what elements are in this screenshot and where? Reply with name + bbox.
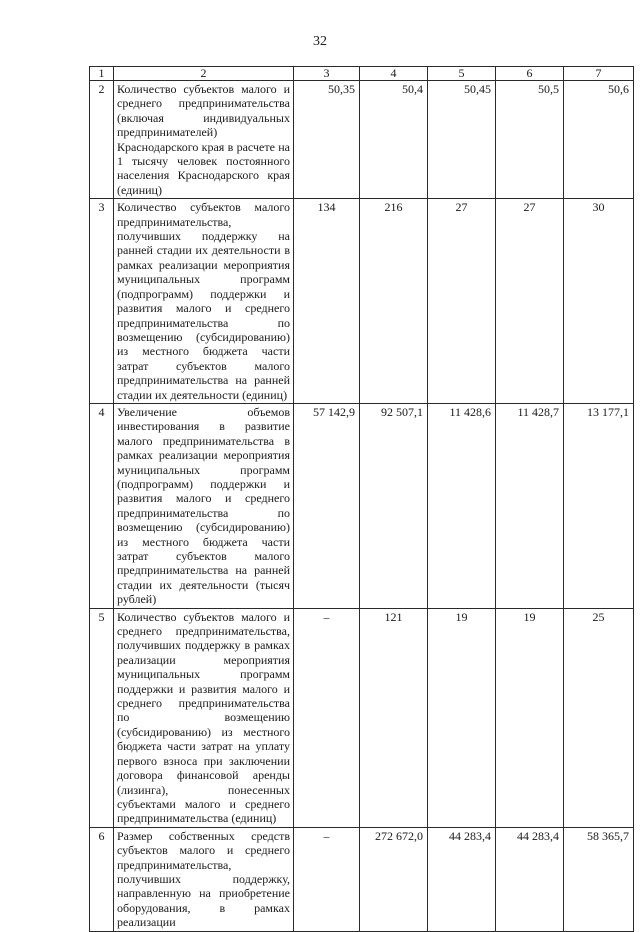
value-cell: 50,5 (496, 81, 564, 199)
value-cell: 44 283,4 (428, 827, 496, 931)
indicator-description: Размер собственных средств субъектов малого и среднего предпринимательства, получивших поддержку, направленную на приобретение оборудования, в рамках реализации (114, 827, 294, 931)
value-cell: 11 428,6 (428, 403, 496, 608)
table-row (90, 199, 634, 404)
value-cell: 50,45 (428, 81, 496, 199)
row-number: 3 (90, 199, 114, 404)
value-cell: 58 365,7 (564, 827, 634, 931)
value-cell: 216 (360, 199, 428, 404)
value-cell: 19 (428, 608, 496, 827)
indicators-table (89, 66, 634, 932)
indicator-description: Количество субъектов малого и среднего предпринимательства (включая индивидуальных предпринимателей) Краснодарского края в расчете на 1 тысячу человек постоянного населения Краснодарского края (единиц) (114, 81, 294, 199)
value-cell: 27 (428, 199, 496, 404)
table-row (90, 403, 634, 608)
value-cell: 92 507,1 (360, 403, 428, 608)
table-row (90, 81, 634, 199)
value-cell: 50,6 (564, 81, 634, 199)
header-cell: 5 (428, 67, 496, 81)
value-cell: 272 672,0 (360, 827, 428, 931)
value-cell: 50,4 (360, 81, 428, 199)
value-cell: 30 (564, 199, 634, 404)
value-cell: 134 (294, 199, 360, 404)
row-number: 4 (90, 403, 114, 608)
value-cell: 13 177,1 (564, 403, 634, 608)
value-cell: 57 142,9 (294, 403, 360, 608)
header-cell: 4 (360, 67, 428, 81)
value-cell: 27 (496, 199, 564, 404)
value-cell: 121 (360, 608, 428, 827)
row-number: 2 (90, 81, 114, 199)
indicator-description: Количество субъектов малого и среднего предпринимательства, получивших поддержку в рамках реализации мероприятия муниципальных программ поддержки и развития малого и среднего предпринимательства по возмещению (субсидированию) из местного бюджета части затрат на уплату первого взноса при заключении договора финансовой аренды (лизинга), понесенных субъектами малого и среднего предпринимательства (единиц) (114, 608, 294, 827)
header-cell: 6 (496, 67, 564, 81)
header-cell: 7 (564, 67, 634, 81)
page-number: 32 (313, 34, 327, 49)
table-header-row (90, 67, 634, 81)
value-cell: 25 (564, 608, 634, 827)
value-cell: 44 283,4 (496, 827, 564, 931)
value-cell: – (294, 608, 360, 827)
table-row (90, 827, 634, 931)
row-number: 6 (90, 827, 114, 931)
header-cell: 1 (90, 67, 114, 81)
value-cell: 11 428,7 (496, 403, 564, 608)
indicator-description: Количество субъектов малого предпринимательства, получивших поддержку на ранней стадии их деятельности в рамках реализации мероприятия муниципальных программ (подпрограмм) поддержки и развития малого и среднего предпринимательства по возмещению (субсидированию) из местного бюджета части затрат субъектов малого предпринимательства на ранней стадии их деятельности (единиц) (114, 199, 294, 404)
header-cell: 3 (294, 67, 360, 81)
indicator-description: Увеличение объемов инвестирования в развитие малого предпринимательства в рамках реализации мероприятия муниципальных программ (подпрограмм) поддержки и развития малого и среднего предпринимательства по возмещению (субсидированию) из местного бюджета части затрат субъектов малого предпринимательства на ранней стадии их деятельности (тысяч рублей) (114, 403, 294, 608)
table-row (90, 608, 634, 827)
header-cell: 2 (114, 67, 294, 81)
value-cell: 19 (496, 608, 564, 827)
value-cell: – (294, 827, 360, 931)
row-number: 5 (90, 608, 114, 827)
value-cell: 50,35 (294, 81, 360, 199)
